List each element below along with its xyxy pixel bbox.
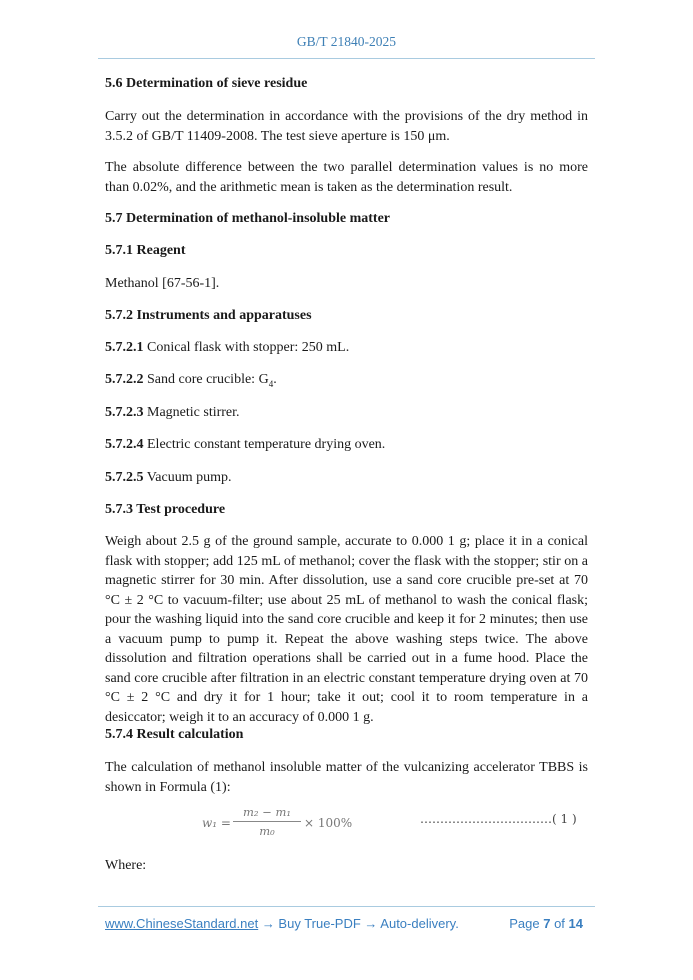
header-divider (98, 58, 595, 59)
formula-number: ……………………………( 1 ) (420, 812, 577, 826)
section-heading-5-7-1: 5.7.1 Reagent (105, 243, 186, 258)
formula-numerator: m₂ − m₁ (233, 805, 301, 822)
page-footer (105, 916, 583, 931)
formula-denominator: m₀ (259, 824, 275, 838)
list-item: 5.7.2.1 Conical flask with stopper: 250 mL. (105, 340, 350, 355)
list-item: 5.7.2.5 Vacuum pump. (105, 470, 232, 485)
footer-divider (98, 906, 595, 907)
section-heading-5-7-3: 5.7.3 Test procedure (105, 502, 226, 517)
section-heading-5-6: 5.6 Determination of sieve residue (105, 76, 308, 91)
where-label: Where: (105, 858, 147, 873)
document-code-header: GB/T 21840-2025 (296, 34, 397, 49)
list-item: 5.7.2.3 Magnetic stirrer. (105, 405, 240, 420)
paragraph: Carry out the determination in accordance with the provisions of the dry method in 3.5.2 of GB/T 11409-2008. The test sieve aperture is 150 μm. (105, 109, 588, 144)
chinesestandard-link[interactable]: www.ChineseStandard.net (105, 916, 259, 931)
formula-1 (105, 805, 588, 845)
formula-rhs: × 100% (304, 816, 353, 830)
paragraph: Methanol [67-56-1]. (105, 276, 220, 291)
section-heading-5-7: 5.7 Determination of methanol-insoluble matter (105, 211, 391, 226)
list-item: 5.7.2.4 Electric constant temperature drying oven. (105, 437, 386, 452)
paragraph: The absolute difference between the two parallel determination values is no more than 0.02%, and the arithmetic mean is taken as the determination result. (105, 160, 588, 195)
page-indicator: Page 7 of 14 (509, 916, 583, 931)
total-pages: 14 (568, 916, 583, 931)
formula-lhs: w₁ = (202, 816, 231, 830)
formula-fraction (233, 805, 301, 838)
section-heading-5-7-4: 5.7.4 Result calculation (105, 727, 244, 742)
current-page: 7 (543, 916, 551, 931)
list-item: 5.7.2.2 Sand core crucible: $G_4$. (105, 372, 277, 389)
section-heading-5-7-2: 5.7.2 Instruments and apparatuses (105, 308, 312, 323)
footer-tagline: → Buy True-PDF → Auto-delivery. (258, 916, 459, 931)
paragraph: The calculation of methanol insoluble matter of the vulcanizing accelerator TBBS is shown in Formula (1): (105, 760, 588, 795)
paragraph: Weigh about 2.5 g of the ground sample, accurate to 0.000 1 g; place it in a conical flask with stopper; add 125 mL of methanol; cover the flask with the stopper; stir on a magnetic stirrer for 30 min. After dissolution, use a sand core crucible pre-set at 70 °C ± 2 °C to vacuum-filter; use about 25 mL of methanol to wash the conical flask; pour the washing liquid into the sand core crucible and keep it for 2 minutes; then use a vacuum pump to pump it. Repeat the above washing steps twice. The above dissolution and filtration operations shall be carried out in a fume hood. Place the sand core crucible after filtration in an electric constant temperature drying oven at 70 °C ± 2 °C and dry it for 1 hour; take it out; cool it to room temperature in a desiccator; weigh it to an accuracy of 0.000 1 g. (105, 534, 588, 725)
